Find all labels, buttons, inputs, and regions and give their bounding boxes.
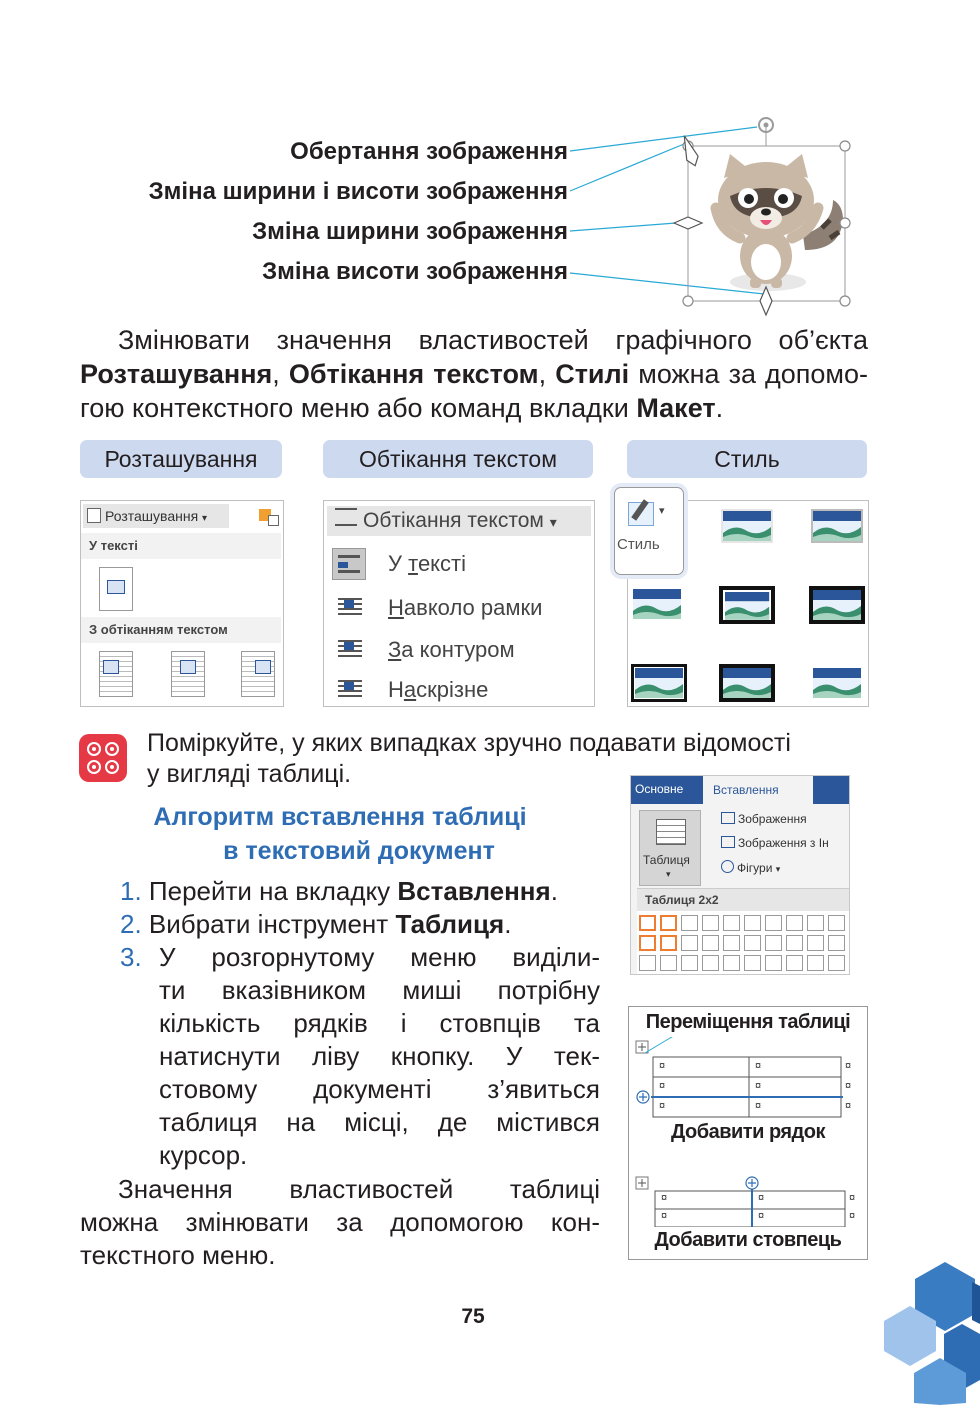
step-3: 3. У розгорнутому меню виділи- ти вказівником миші потрібну кількість рядків і стовпців та натиснути ліву кнопку. У тек- стовому документі з’явиться таблиця на місці, де містився курсор.	[120, 942, 600, 1170]
cell-mark: ¤	[845, 1060, 852, 1072]
square-wrap-icon	[338, 595, 362, 617]
term-wrap: Обтікання текстом	[288, 359, 539, 389]
grid-cell[interactable]	[807, 935, 824, 951]
inline-wrap-icon	[332, 548, 366, 580]
wrap-item-tight[interactable]: За контуром	[324, 631, 592, 669]
position-button[interactable]: Розташування ▾	[83, 504, 229, 528]
position-section-inline: У тексті	[81, 533, 281, 559]
cell-mark: ¤	[845, 1080, 852, 1092]
paragraph-1: Змінювати значення властивостей графічного об’єкта Розташування, Обтікання текстом, Стилі можна за допомо- гою контекстного меню або команд вкладки Макет.	[80, 325, 868, 423]
cell-mark: ¤	[755, 1060, 762, 1072]
through-wrap-icon	[338, 677, 362, 699]
grid-cell[interactable]	[660, 955, 677, 971]
grid-cell[interactable]	[807, 915, 824, 931]
wrap-layout-icon-left[interactable]	[99, 651, 133, 697]
grid-cell[interactable]	[681, 935, 698, 951]
grid-cell[interactable]	[639, 955, 656, 971]
grid-cell[interactable]	[723, 955, 740, 971]
grid-cell[interactable]	[723, 915, 740, 931]
cell-mark: ¤	[659, 1080, 666, 1092]
grid-caption: Таблиця 2x2	[637, 889, 849, 911]
grid-cell[interactable]	[681, 915, 698, 931]
pill-style: Стиль	[627, 440, 867, 478]
grid-cell[interactable]	[765, 955, 782, 971]
position-panel	[80, 500, 284, 707]
inline-layout-icon[interactable]	[99, 567, 133, 611]
cell-mark: ¤	[659, 1100, 666, 1112]
grid-cell[interactable]	[702, 955, 719, 971]
wrap-item-through[interactable]: Наскрізне	[324, 673, 592, 705]
cell-mark: ¤	[755, 1100, 762, 1112]
grid-cell[interactable]	[702, 935, 719, 951]
wrap-text-icon	[335, 508, 357, 526]
pictures-button[interactable]: Зображення	[721, 812, 807, 826]
grid-cell[interactable]	[744, 935, 761, 951]
style-panel	[617, 500, 869, 707]
term-styles: Стилі	[555, 359, 630, 389]
decorative-hexagons	[880, 1262, 980, 1405]
cell-mark: ¤	[661, 1210, 668, 1222]
think-text: Поміркуйте, у яких випадках зручно подавати відомості у вигляді таблиці.	[147, 729, 791, 788]
cell-mark: ¤	[661, 1192, 668, 1204]
algorithm-title: Алгоритм вставлення таблиці в текстовий документ	[153, 803, 527, 865]
label-width: Зміна ширини зображення	[252, 218, 568, 245]
grid-cell[interactable]	[660, 915, 677, 931]
tab-home[interactable]: Основне	[635, 782, 684, 796]
raccoon-image[interactable]	[670, 110, 870, 320]
grid-cell[interactable]	[744, 955, 761, 971]
step-2: 2. Вибрати інструмент Таблиця.	[120, 909, 512, 939]
label-rotation: Обертання зображення	[290, 138, 568, 165]
step-1: 1. Перейти на вкладку Вставлення.	[120, 876, 558, 906]
tab-insert[interactable]: Вставлення	[703, 776, 813, 804]
cell-mark: ¤	[845, 1100, 852, 1112]
ribbon-insert-table	[630, 775, 850, 975]
paragraph-2: Значення властивостей таблиці можна змінювати за допомогою кон- текстного меню.	[80, 1174, 600, 1270]
picture-icon	[721, 812, 735, 824]
term-position: Розташування	[80, 359, 273, 389]
think-icon	[78, 733, 128, 783]
grid-cell[interactable]	[765, 915, 782, 931]
pill-wrap: Обтікання текстом	[323, 440, 593, 478]
add-column-caption: Добавити стовпець	[654, 1229, 842, 1251]
move-table-caption: Переміщення таблиці	[645, 1011, 851, 1033]
page-number: 75	[461, 1305, 485, 1328]
paragraph-1-line-1: Змінювати значення властивостей графічного об’єкта	[118, 325, 868, 355]
grid-cell[interactable]	[639, 915, 656, 931]
cell-mark: ¤	[659, 1060, 666, 1072]
table-icon	[656, 819, 686, 845]
term-layout: Макет	[636, 393, 716, 423]
table-button[interactable]: Таблиця ▾	[639, 810, 701, 886]
position-section-wrap: З обтіканням текстом	[81, 617, 281, 643]
grid-cell[interactable]	[702, 915, 719, 931]
grid-cell[interactable]	[765, 935, 782, 951]
cell-mark: ¤	[849, 1192, 856, 1204]
add-row-caption: Добавити рядок	[671, 1121, 825, 1143]
grid-cell[interactable]	[639, 935, 656, 951]
wrap-layout-icon-center[interactable]	[171, 651, 205, 697]
grid-cell[interactable]	[786, 955, 803, 971]
table-size-grid[interactable]	[639, 915, 849, 975]
table-grid-panel	[637, 888, 849, 975]
wrap-item-inline[interactable]: У тексті	[324, 545, 592, 583]
cell-mark: ¤	[758, 1210, 765, 1222]
position-icon	[87, 508, 101, 523]
tight-wrap-icon	[338, 637, 362, 659]
cell-mark: ¤	[755, 1080, 762, 1092]
online-pictures-button[interactable]: Зображення з Ін	[721, 836, 829, 850]
table-demo	[628, 1006, 868, 1260]
grid-cell[interactable]	[723, 935, 740, 951]
pill-position: Розташування	[80, 440, 282, 478]
wrap-panel	[323, 500, 595, 707]
grid-cell[interactable]	[828, 935, 845, 951]
grid-cell[interactable]	[744, 915, 761, 931]
grid-cell[interactable]	[786, 935, 803, 951]
wrap-item-square[interactable]: Навколо рамки	[324, 589, 592, 627]
grid-cell[interactable]	[681, 955, 698, 971]
cell-mark: ¤	[758, 1192, 765, 1204]
grid-cell[interactable]	[828, 915, 845, 931]
grid-cell[interactable]	[807, 955, 824, 971]
shapes-button[interactable]: Фігури ▾	[721, 860, 780, 875]
label-height: Зміна висоти зображення	[262, 258, 568, 285]
grid-cell[interactable]	[660, 935, 677, 951]
picture-style-icon	[628, 502, 654, 526]
online-picture-icon	[721, 836, 735, 848]
shapes-icon	[721, 860, 734, 873]
wrap-layout-icon-right[interactable]	[241, 651, 275, 697]
wrap-button[interactable]: Обтікання текстом ▾	[327, 506, 591, 536]
grid-cell[interactable]	[828, 955, 845, 971]
cell-mark: ¤	[849, 1210, 856, 1222]
style-button[interactable]: ▾ Стиль	[614, 487, 684, 575]
grid-cell[interactable]	[786, 915, 803, 931]
label-width-height: Зміна ширини і висоти зображення	[148, 178, 568, 205]
